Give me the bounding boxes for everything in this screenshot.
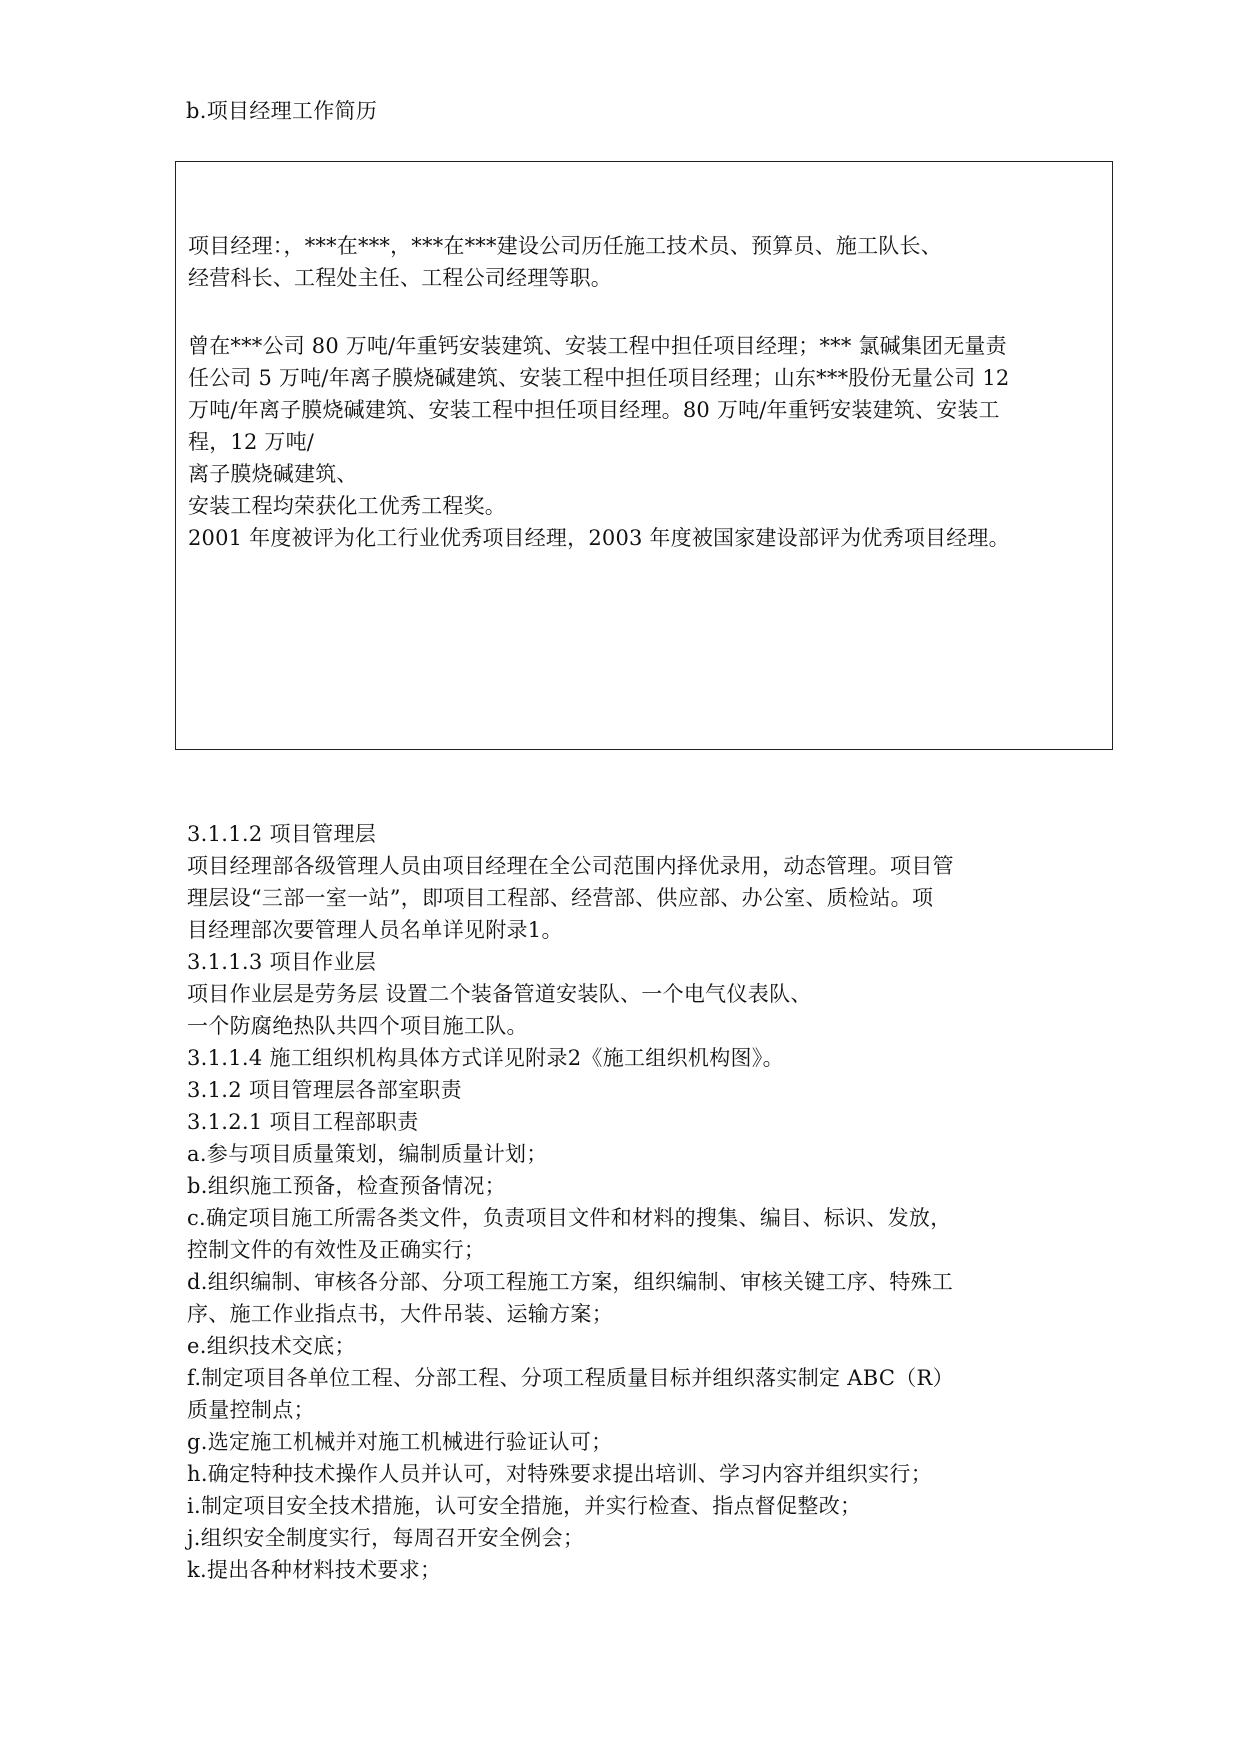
list-item-c-cont: 控制文件的有效性及正确实行； — [187, 1238, 486, 1262]
heading-3-1-1-4: 3.1.1.4 施工组织机构具体方式详见附录2《施工组织机构图》。 — [187, 1046, 784, 1070]
resume-line: 项目经理：，***在***，***在***建设公司历任施工技术员、预算员、施工队长、 — [188, 234, 942, 258]
resume-line: 经营科长、工程处主任、工程公司经理等职。 — [188, 266, 612, 290]
section-b-title: b.项目经理工作简历 — [186, 99, 378, 123]
paragraph-line: 一个防腐绝热队共四个项目施工队。 — [187, 1014, 528, 1038]
resume-line: 曾在***公司 80 万吨/年重钙安装建筑、安装工程中担任项目经理；*** 氯碱集团无量责 — [188, 334, 1007, 358]
paragraph-line: 理层设“三部一室一站”，即项目工程部、经营部、供应部、办公室、质检站。项 — [187, 886, 934, 910]
paragraph-line: 项目作业层是劳务层 设置二个装备管道安装队、一个电气仪表队、 — [187, 982, 812, 1006]
list-item-j: j.组织安全制度实行，每周召开安全例会； — [187, 1526, 585, 1550]
list-item-f: f.制定项目各单位工程、分部工程、分项工程质量目标并组织落实制定 ABC（R） — [187, 1366, 954, 1390]
resume-line: 2001 年度被评为化工行业优秀项目经理，2003 年度被国家建设部评为优秀项目经理。 — [188, 526, 1010, 550]
list-item-d: d.组织编制、审核各分部、分项工程施工方案，组织编制、审核关键工序、特殊工 — [187, 1270, 954, 1294]
paragraph-line: 项目经理部各级管理人员由项目经理在全公司范围内择优录用，动态管理。项目管 — [187, 854, 954, 878]
heading-3-1-1-2: 3.1.1.2 项目管理层 — [187, 822, 377, 846]
list-item-a: a.参与项目质量策划，编制质量计划； — [187, 1142, 548, 1166]
paragraph-line: 目经理部次要管理人员名单详见附录1。 — [187, 918, 563, 942]
resume-box — [175, 161, 1113, 750]
resume-line: 离子膜烧碱建筑、 — [188, 462, 358, 486]
heading-3-1-1-3: 3.1.1.3 项目作业层 — [187, 950, 377, 974]
list-item-e: e.组织技术交底； — [187, 1334, 356, 1358]
list-item-f-cont: 质量控制点； — [187, 1398, 315, 1422]
list-item-k: k.提出各种材料技术要求； — [187, 1558, 442, 1582]
list-item-d-cont: 序、施工作业指点书，大件吊装、运输方案； — [187, 1302, 613, 1326]
heading-3-1-2: 3.1.2 项目管理层各部室职责 — [187, 1078, 462, 1102]
list-item-g: g.选定施工机械并对施工机械进行验证认可； — [187, 1430, 613, 1454]
list-item-h: h.确定特种技术操作人员并认可，对特殊要求提出培训、学习内容并组织实行； — [187, 1462, 932, 1486]
resume-line: 任公司 5 万吨/年离子膜烧碱建筑、安装工程中担任项目经理；山东***股份无量公司 12 — [188, 366, 1010, 390]
list-item-c: c.确定项目施工所需各类文件，负责项目文件和材料的搜集、编目、标识、发放， — [187, 1206, 952, 1230]
resume-line: 万吨/年离子膜烧碱建筑、安装工程中担任项目经理。80 万吨/年重钙安装建筑、安装工 — [188, 398, 1000, 422]
resume-line: 程，12 万吨/ — [188, 430, 315, 454]
list-item-i: i.制定项目安全技术措施，认可安全措施，并实行检查、指点督促整改； — [187, 1494, 862, 1518]
heading-3-1-2-1: 3.1.2.1 项目工程部职责 — [187, 1110, 419, 1134]
list-item-b: b.组织施工预备，检查预备情况； — [187, 1174, 506, 1198]
resume-line: 安装工程均荣获化工优秀工程奖。 — [188, 494, 506, 518]
